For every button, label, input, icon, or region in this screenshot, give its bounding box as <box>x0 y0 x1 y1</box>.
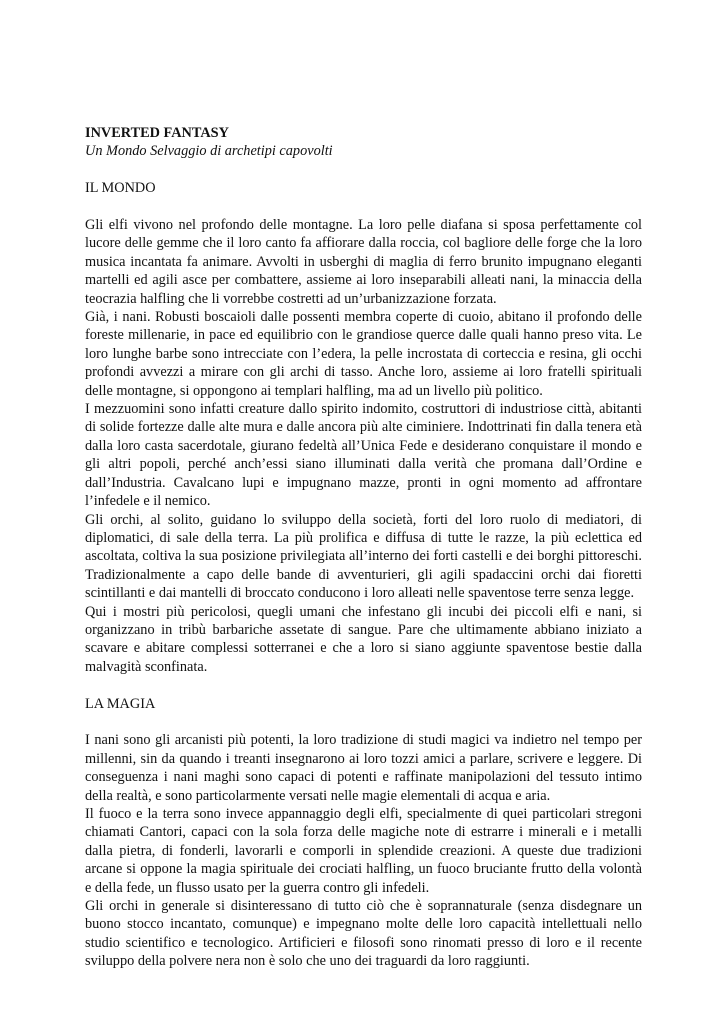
document-subtitle: Un Mondo Selvaggio di archetipi capovolti <box>85 143 333 160</box>
paragraph: I nani sono gli arcanisti più potenti, la loro tradizione di studi magici va indietro nel tempo per millenni, sin da quando i treanti insegnarono ai loro tozzi amici a parlare, scrivere e leggere. Di conseguenza i nani maghi sono capaci di potenti e raffinate manipolazioni del tessuto intimo della realtà, e sono particolarmente versati nelle magie elementali di acqua e aria. <box>85 732 642 804</box>
paragraph: Gli orchi, al solito, guidano lo sviluppo della società, forti del loro ruolo di mediatori, di diplomatici, di sale della terra. La più prolifica e diffusa di tutte le razze, la più eclettica ed ascoltata, coltiva la sua posizione privilegiata all’interno dei forti castelli e dei borghi pittoreschi. Tradizionalmente a capo delle bande di avventurieri, gli agili spadaccini orchi dai fioretti scintillanti e dai mantelli di broccato conducono i loro alleati nelle spaventose terre senza legge. <box>85 511 642 602</box>
paragraph: Già, i nani. Robusti boscaioli dalle possenti membra coperte di cuoio, abitano il profondo delle foreste millenarie, in pace ed equilibrio con le grandiose querce dalle quali hanno preso vita. Le loro lunghe barbe sono intrecciate con l’edera, la pelle incrostata di corteccia e resina, gli occhi profondi avvezzi a mirare con gli archi di tasso. Anche loro, assieme ai loro fratelli spirituali delle montagne, si oppongono ai templari halfling, ma ad un livello più politico. <box>85 309 642 399</box>
section-il-mondo <box>85 179 642 676</box>
spacer <box>85 713 642 731</box>
spacer <box>85 676 642 694</box>
paragraph: Gli orchi in generale si disinteressano di tutto ciò che è soprannaturale (senza disdegnare un buono stocco incantato, comunque) e impegnano molte delle loro capacità intellettuali nello studio scientifico e tecnologico. Artificieri e filosofi sono rinomati presso di loro e il recente sviluppo della polvere nera non è solo che uno dei traguardi da loro raggiunti. <box>85 898 642 970</box>
paragraph: I mezzuomini sono infatti creature dallo spirito indomito, costruttori di industriose città, abitanti di solide fortezze dalle alte mura e dalle ancora più alte ciminiere. Indottrinati fin dalla tenera età dalla loro casta sacerdotale, giurano fedeltà all’Unica Fede e desiderano conquistare il mondo e gli altri popoli, perché anch’essi siano illuminati dalla verità che promana dall’Ordine e dall’Industria. Cavalcano lupi e impugnano mazze, pronti in ogni momento ad affrontare l’infedele e il nemico. <box>85 401 642 510</box>
paragraph: Gli elfi vivono nel profondo delle montagne. La loro pelle diafana si sposa perfettamente col lucore delle gemme che il loro canto fa affiorare dalla roccia, col bagliore delle forge che la loro musica incantata fa animare. Avvolti in usberghi di maglia di ferro brunito impugnano eleganti martelli ed agili asce per combattere, assieme ai loro inseparabili alleati nani, la minaccia della teocrazia halfling che li vorrebbe costretti ad un’urbanizzazione forzata. <box>85 217 642 307</box>
section-heading: IL MONDO <box>85 180 156 197</box>
paragraph: Il fuoco e la terra sono invece appannaggio degli elfi, specialmente di quei particolari stregoni chiamati Cantori, capaci con la sola forza delle magiche note di estrarre i minerali e i metalli dalla pietra, di fonderli, lavorarli e comporli in splendide creazioni. A queste due tradizioni arcane si oppone la magia spirituale dei crociati halfling, un fuoco bruciante frutto della volontà e della fede, un flusso usato per la guerra contro gli infedeli. <box>85 805 642 896</box>
spacer <box>85 198 642 216</box>
section-heading: LA MAGIA <box>85 695 156 712</box>
spacer <box>85 161 642 179</box>
paragraph: Qui i mostri più pericolosi, quegli umani che infestano gli incubi dei piccoli elfi e nani, si organizzano in tribù barbariche assetate di sangue. Pare che ultimamente abbiano iniziato a scavare e abitare complessi sotterranei e che a loro si siano aggiunte spaventose bestie dalla malvagità sconfinata. <box>85 603 642 675</box>
document-title: INVERTED FANTASY <box>85 125 229 141</box>
document-body <box>85 124 642 971</box>
section-la-magia <box>85 695 642 971</box>
